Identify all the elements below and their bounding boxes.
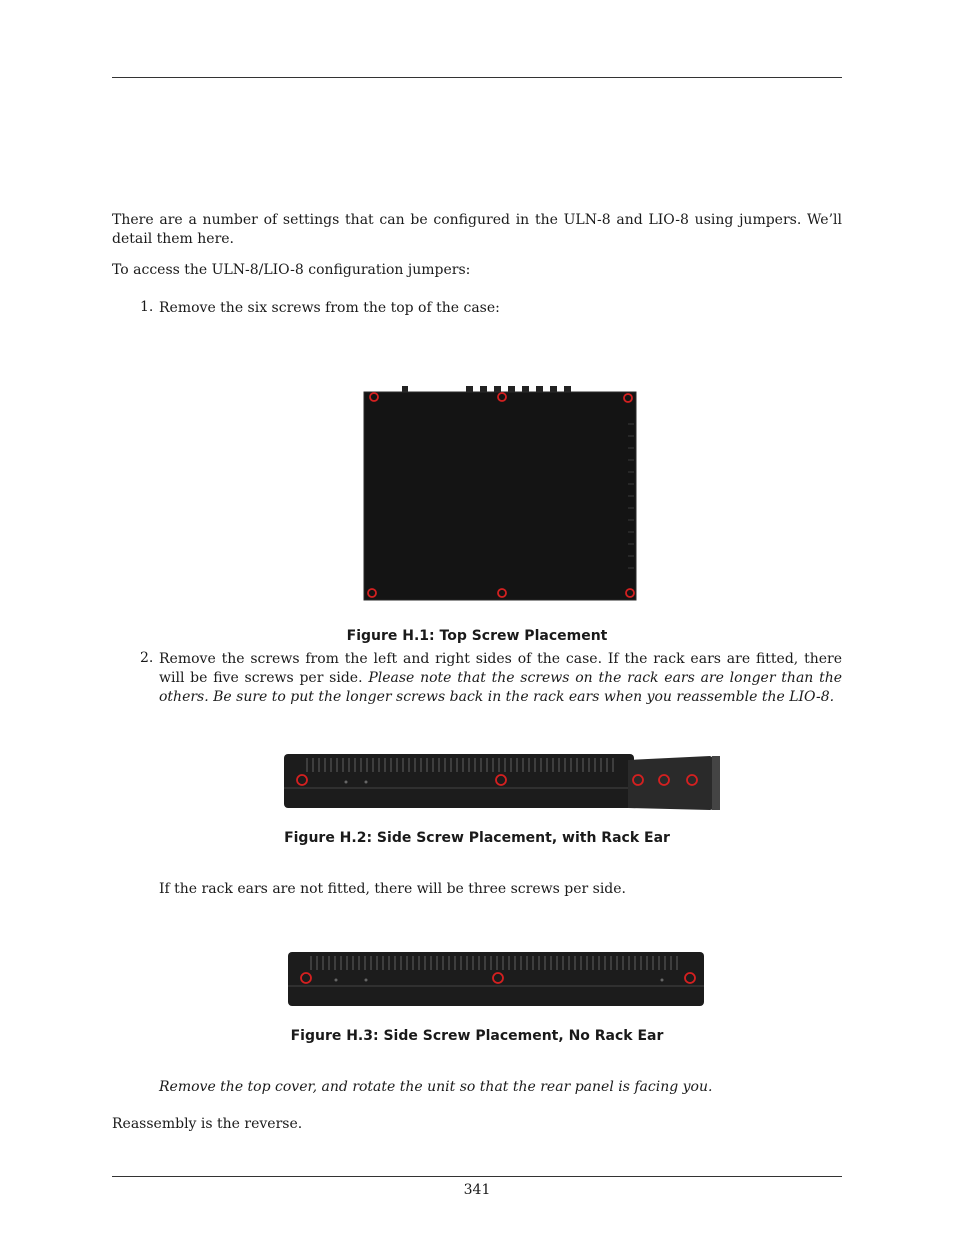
step-2-note: Please note that the screws on the rack ears are longer than the others. Be sure to put the longer screws back in the rack ears when you reassemble the LIO-8. — [159, 670, 843, 705]
intro-paragraph: There are a number of settings that can be configured in the ULN-8 and LIO-8 using jumpers. We’ll detail them here. — [112, 212, 842, 247]
header-rule — [112, 77, 842, 78]
figure-top-screws — [362, 384, 638, 602]
figure-side-screws-no-rack-ear — [286, 950, 706, 1010]
step-1-text: Remove the six screws from the top of the case: — [159, 300, 500, 316]
figure-side-screws-rack-ear — [282, 752, 722, 812]
reassembly-text: Reassembly is the reverse. — [112, 1116, 303, 1132]
rotate-unit-text: Remove the top cover, and rotate the unit so that the rear panel is facing you. — [159, 1079, 713, 1095]
step-2-number: 2. — [140, 650, 154, 666]
step-2-text-block — [159, 650, 842, 707]
figure-3-caption: Figure H.3: Side Screw Placement, No Rack Ear — [290, 1028, 664, 1044]
no-rack-ear-text: If the rack ears are not fitted, there will be three screws per side. — [159, 881, 626, 897]
page-number: 341 — [463, 1182, 491, 1198]
access-paragraph: To access the ULN-8/LIO-8 configuration jumpers: — [112, 262, 471, 278]
figure-2-caption: Figure H.2: Side Screw Placement, with Rack Ear — [284, 830, 670, 846]
step-2-text: Remove the screws from the left and right sides of the case. If the rack ears are fitted, there will be five screws per side. — [159, 651, 842, 686]
step-1-number: 1. — [140, 299, 154, 315]
figure-1-caption: Figure H.1: Top Screw Placement — [346, 628, 608, 644]
footer-rule — [112, 1176, 842, 1177]
